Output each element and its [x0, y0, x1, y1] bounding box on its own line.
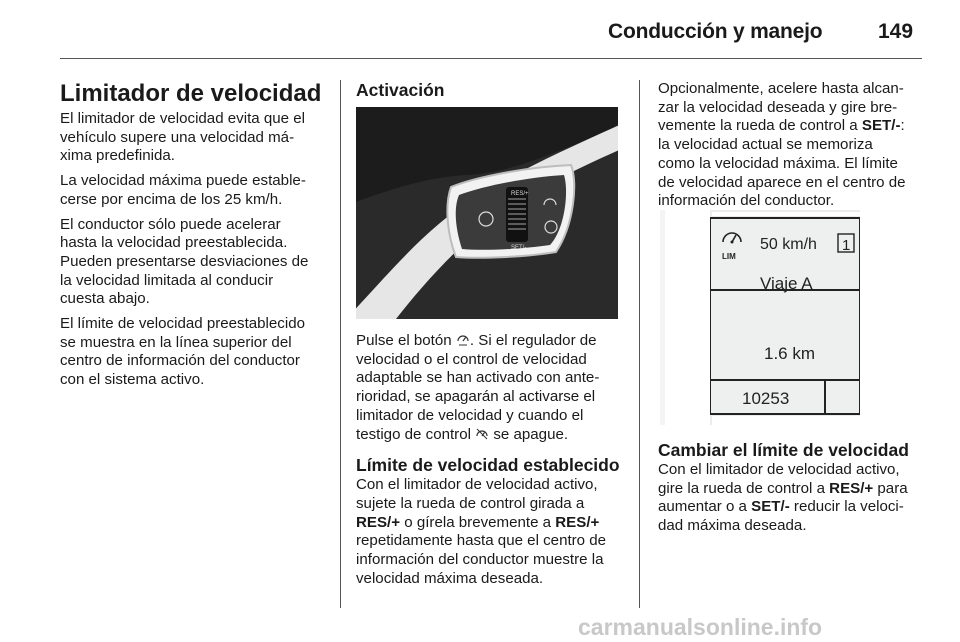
text-line: velocidad o el control de velocidad — [356, 350, 587, 368]
speed-limiter-icon — [456, 333, 470, 347]
text-line: se muestra en la línea superior del — [60, 333, 292, 351]
text-fragment: . Si el regulador de — [469, 332, 597, 349]
text-line: vehículo supere una velocidad má- — [60, 128, 295, 146]
text-line — [658, 498, 928, 517]
column-3-body — [658, 440, 928, 542]
text-line: de velocidad aparece en el centro de — [658, 173, 906, 191]
text-line: El límite de velocidad preestablecido — [60, 315, 305, 333]
set-minus-label: SET/- — [861, 117, 901, 135]
column-1 — [60, 80, 330, 396]
text-line: El limitador de velocidad evita que el — [60, 110, 305, 127]
text-line: zar la velocidad deseada y gire bre- — [658, 98, 898, 116]
lim-label: LIM — [722, 252, 736, 261]
activation-heading: Activación — [356, 80, 445, 100]
wheel-ridges — [508, 199, 526, 229]
text-line: limitador de velocidad y cuando el — [356, 406, 584, 424]
text-fragment: gire la rueda de control a — [658, 479, 830, 497]
text-fragment: Pulse el botón — [356, 332, 452, 349]
text-line: El conductor sólo puede acelerar — [60, 215, 281, 233]
text-line: repetidamente hasta que el centro de — [356, 532, 607, 550]
section-heading: Limitador de velocidad — [60, 80, 322, 107]
res-plus-label: RES/+ — [356, 513, 401, 531]
control-indicator-icon — [475, 427, 489, 441]
text-line: la velocidad actual se memoriza — [658, 136, 873, 154]
column-divider-1 — [340, 80, 341, 608]
speed-limit-value: 50 km/h — [760, 236, 817, 253]
text-line: como la velocidad máxima. El límite — [658, 154, 898, 172]
text-line: Con el limitador de velocidad activo, — [356, 476, 598, 494]
gear-indicator: 1 — [842, 237, 851, 254]
text-line — [658, 117, 928, 136]
text-line: Pueden presentarse desviaciones de — [60, 252, 309, 270]
text-line: La velocidad máxima puede estable- — [60, 172, 306, 190]
text-fragment: reducir la veloci- — [789, 498, 904, 516]
text-line — [356, 514, 631, 533]
paragraph-display — [60, 315, 330, 390]
text-line: xima predefinida. — [60, 147, 175, 165]
text-line: centro de información del conductor — [60, 352, 300, 370]
text-fragment: se apague. — [493, 425, 569, 443]
text-line: cuesta abajo. — [60, 290, 150, 308]
set-label: SET/- — [511, 245, 527, 251]
text-line — [658, 480, 928, 499]
text-fragment: vemente la rueda de control a — [658, 117, 862, 135]
text-line: velocidad máxima deseada. — [356, 569, 544, 587]
column-2-body — [356, 332, 631, 594]
text-line: sujete la rueda de control girada a — [356, 494, 585, 512]
text-line: dad máxima deseada. — [658, 517, 807, 535]
column-3 — [658, 80, 928, 217]
steering-wheel-illustration — [356, 107, 618, 319]
trip-label: Viaje A — [760, 274, 813, 293]
text-fragment: para — [873, 479, 908, 497]
text-line: información del conductor muestre la — [356, 551, 604, 569]
text-fragment: o gírela brevemente a — [400, 513, 556, 531]
change-limit-heading: Cambiar el límite de velocidad — [658, 440, 909, 460]
text-line — [356, 332, 631, 351]
set-minus-label: SET/- — [751, 498, 790, 516]
text-line: información del conductor. — [658, 192, 835, 210]
driver-info-display-illustration — [660, 210, 920, 425]
trip-distance: 1.6 km — [764, 344, 816, 363]
paragraph-optional — [658, 80, 928, 211]
running-header-title: Conducción y manejo — [608, 20, 823, 43]
text-fragment: aumentar o a — [658, 498, 752, 516]
text-line: adaptable se han activado con ante- — [356, 369, 600, 387]
page-number: 149 — [878, 20, 914, 43]
text-fragment: : — [900, 117, 905, 135]
header-divider — [60, 58, 922, 59]
paragraph-limit-set — [356, 476, 631, 588]
odometer: 10253 — [742, 389, 790, 408]
watermark: carmanualsonline.info — [578, 614, 823, 640]
res-plus-label: RES/+ — [829, 479, 874, 497]
limit-set-heading: Límite de velocidad establecido — [356, 455, 620, 476]
paragraph-intro — [60, 110, 330, 166]
paragraph-change-limit — [658, 461, 928, 536]
text-line: cerse por encima de los 25 km/h. — [60, 190, 283, 208]
text-line: con el sistema activo. — [60, 371, 205, 389]
text-fragment: testigo de control — [356, 425, 471, 443]
paragraph-min-speed — [60, 172, 330, 209]
paragraph-activation — [356, 332, 631, 444]
text-line: la velocidad limitada al conducir — [60, 271, 274, 289]
column-divider-2 — [639, 80, 640, 608]
text-line: Opcionalmente, acelere hasta alcan- — [658, 80, 904, 97]
res-label: RES/+ — [511, 191, 529, 197]
text-line: rioridad, se apagarán al activarse el — [356, 388, 596, 406]
column-2 — [356, 80, 631, 101]
text-line — [356, 426, 631, 445]
text-line: Con el limitador de velocidad activo, — [658, 461, 900, 478]
text-line: hasta la velocidad preestablecida. — [60, 234, 288, 252]
paragraph-deviation — [60, 216, 330, 310]
res-plus-label: RES/+ — [555, 513, 600, 531]
